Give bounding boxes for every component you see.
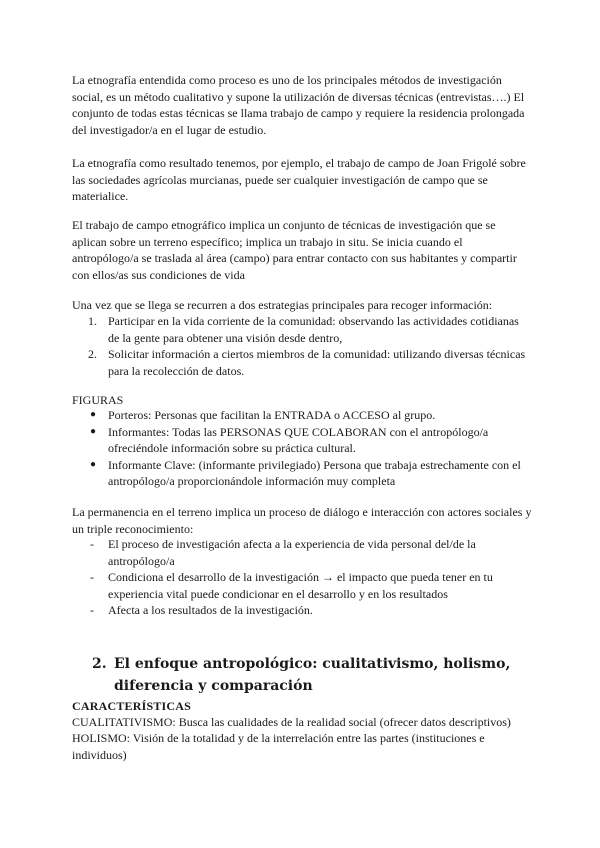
list-number: 2. bbox=[88, 347, 97, 361]
list-item-text: Afecta a los resultados de la investigación. bbox=[108, 603, 313, 617]
list-item-text: Condiciona el desarrollo de la investigación → el impacto que pueda tener en tu experiencia vital puede condicionar en el desarrollo y en los resultados bbox=[108, 570, 493, 601]
list-item bbox=[72, 457, 532, 490]
figuras-list bbox=[72, 407, 532, 490]
list-item-text: Porteros: Personas que facilitan la ENTRADA o ACCESO al grupo. bbox=[108, 408, 436, 422]
list-item bbox=[72, 569, 532, 602]
paragraph-permanencia: La permanencia en el terreno implica un proceso de diálogo e interacción con actores sociales y un triple reconocimiento: bbox=[72, 505, 532, 536]
section-heading bbox=[92, 653, 532, 697]
paragraph-trabajo-de-campo: El trabajo de campo etnográfico implica un conjunto de técnicas de investigación que se aplican sobre un terreno específico; implica un trabajo in situ. Se inicia cuando el antropólogo/a se traslada al área (campo) para entrar contacto con sus habitantes y compartir con ellos/as sus condiciones de vida bbox=[72, 218, 517, 282]
list-item bbox=[72, 346, 532, 379]
bullet-icon: ● bbox=[90, 458, 97, 470]
holismo-line: HOLISMO: Visión de la totalidad y de la interrelación entre las partes (instituciones e individuos) bbox=[72, 731, 485, 762]
list-item-text: El proceso de investigación afecta a la experiencia de vida personal del/de la antropólogo/a bbox=[108, 537, 476, 568]
paragraph-estrategias-intro: Una vez que se llega se recurren a dos estrategias principales para recoger información: bbox=[72, 298, 493, 312]
list-item-text: Informantes: Todas las PERSONAS QUE COLABORAN con el antropólogo/a ofreciéndole información sobre su práctica cultural. bbox=[108, 424, 489, 455]
list-item bbox=[72, 407, 532, 424]
cualitativismo-line: CUALITATIVISMO: Busca las cualidades de la realidad social (ofrecer datos descriptivos) bbox=[72, 715, 511, 729]
section-title: El enfoque antropológico: cualitativismo, holismo, diferencia y comparación bbox=[114, 656, 511, 694]
bullet-icon: ● bbox=[90, 409, 97, 420]
figuras-heading: FIGURAS bbox=[72, 393, 124, 407]
bullet-icon: ● bbox=[90, 425, 97, 437]
list-item-text: Informante Clave: (informante privilegiado) Persona que trabaja estrechamente con el antropólogo/a proporcionándole información muy completa bbox=[108, 457, 521, 488]
paragraph-etnografia-proceso: La etnografía entendida como proceso es uno de los principales métodos de investigación social, es un método cualitativo y supone la utilización de diversas técnicas (entrevistas….) El conjunto de todas estas técnicas se llama trabajo de campo y requiere la residencia prolongada del investigador/a en el lugar de estudio. bbox=[72, 73, 525, 137]
list-item-text: Participar en la vida corriente de la comunidad: observando las actividades cotidianas de la gente para obtener una visión desde dentro, bbox=[108, 314, 519, 345]
paragraph-etnografia-resultado: La etnografía como resultado tenemos, por ejemplo, el trabajo de campo de Joan Frigolé sobre las sociedades agrícolas murcianas, puede ser cualquier investigación de campo que se materialice. bbox=[72, 156, 526, 203]
dash-marker: - bbox=[90, 603, 94, 617]
strategies-list bbox=[72, 313, 532, 379]
list-item bbox=[72, 602, 532, 619]
dash-marker: - bbox=[90, 570, 94, 584]
subheading-caracteristicas: CARACTERÍSTICAS bbox=[72, 699, 192, 713]
list-item bbox=[72, 536, 532, 569]
section-number: 2. bbox=[92, 656, 107, 672]
list-item bbox=[72, 313, 532, 346]
list-item bbox=[72, 424, 532, 457]
list-item-text: Solicitar información a ciertos miembros de la comunidad: utilizando diversas técnicas para la recolección de datos. bbox=[108, 347, 526, 378]
dash-marker: - bbox=[90, 537, 94, 551]
reconocimiento-list bbox=[72, 536, 532, 619]
list-number: 1. bbox=[88, 314, 97, 328]
